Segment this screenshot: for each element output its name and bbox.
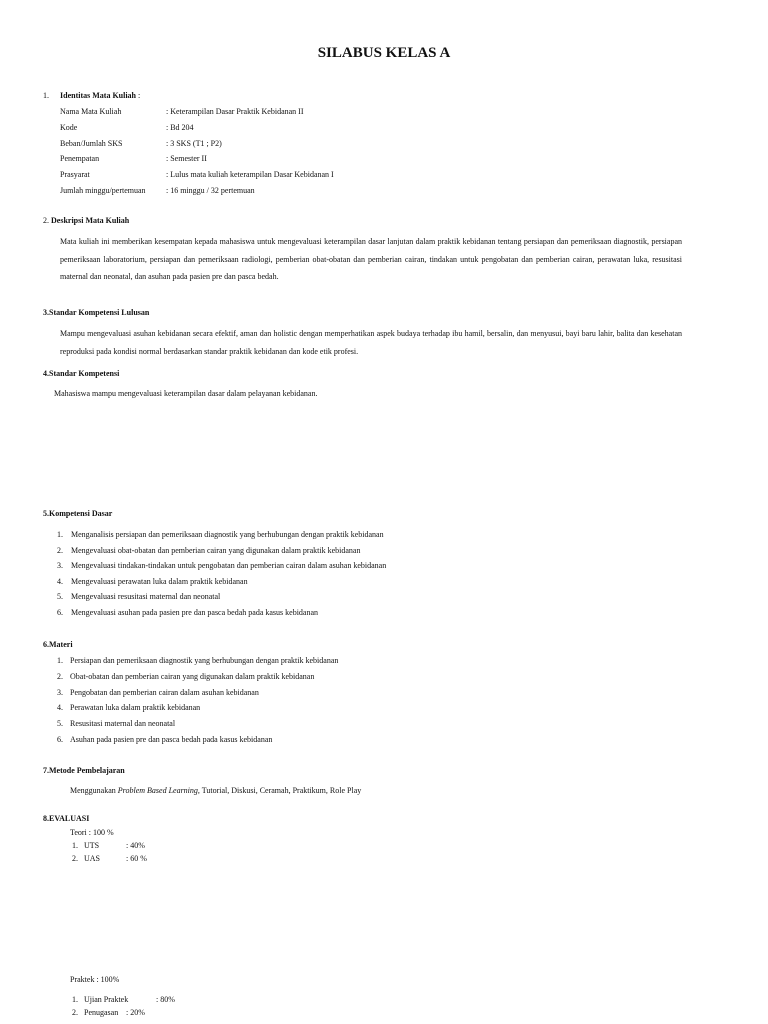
- section-1-number: 1.: [43, 91, 49, 100]
- list-item-number: 3.: [57, 561, 63, 570]
- list-item-number: 5.: [57, 719, 63, 728]
- list-item: Mengevaluasi tindakan-tindakan untuk pengobatan dan pemberian cairan dalam asuhan kebidanan: [71, 561, 387, 570]
- list-item-number: 1.: [57, 530, 63, 539]
- list-item: Mengevaluasi obat-obatan dan pemberian cairan yang digunakan dalam praktik kebidanan: [71, 546, 361, 555]
- identity-value-placement: : Semester II: [166, 154, 207, 163]
- page-title: SILABUS KELAS A: [317, 45, 451, 61]
- identity-label-sks: Beban/Jumlah SKS: [60, 139, 123, 148]
- list-item-number: 4.: [57, 703, 63, 712]
- section-4-heading: 4.Standar Kompetensi: [43, 369, 120, 378]
- list-item-number: 2.: [57, 672, 63, 681]
- list-item-number: 5.: [57, 592, 63, 601]
- section-2-heading-text: Deskripsi Mata Kuliah: [51, 216, 130, 225]
- identity-label-name: Nama Mata Kuliah: [60, 107, 122, 116]
- theory-weight: Teori : 100 %: [70, 828, 114, 837]
- list-item: Mengevaluasi resusitasi maternal dan neonatal: [71, 592, 221, 601]
- list-item-number: 2.: [57, 546, 63, 555]
- identity-value-code: : Bd 204: [166, 123, 194, 132]
- identity-label-placement: Penempatan: [60, 154, 100, 163]
- list-item: Menganalisis persiapan dan pemeriksaan diagnostik yang berhubungan dengan praktik kebidanan: [71, 530, 384, 539]
- list-item-number: 2.: [72, 1008, 78, 1017]
- evaluation-label: Penugasan: [84, 1008, 119, 1017]
- evaluation-label: UTS: [84, 841, 100, 850]
- section-2-heading: [43, 216, 129, 226]
- practice-weight: Praktek : 100%: [70, 975, 120, 984]
- learning-method-prefix: Menggunakan: [70, 786, 118, 795]
- course-description: Mata kuliah ini memberikan kesempatan kepada mahasiswa untuk mengevaluasi keterampilan dasar lanjutan dalam praktik kebidanan tentang persiapan dan pemeriksaan diagnostik, persiapan pemeriksaan laboratorium, persiapan dan pemeriksaan radiologi, pemberian obat-obatan dan pemberian cairan, tindakan untuk pengobatan dan pemberian cairan, perawatan luka, resusitasi maternal dan neonatal, dan asuhan pada pasien pre dan pasca bedah.: [60, 237, 682, 281]
- identity-value-sks: : 3 SKS (T1 ; P2): [166, 139, 222, 148]
- graduate-competency-text: Mampu mengevaluasi asuhan kebidanan secara efektif, aman dan holistic dengan memperhatikan aspek budaya terhadap ibu hamil, bersalin, dan menyusui, bayi baru lahir, balita dan kesehatan reproduksi pada kondisi normal berdasarkan standar praktik kebidanan dan kode etik profesi.: [60, 329, 682, 356]
- identity-label-weeks: Jumlah minggu/pertemuan: [60, 186, 146, 195]
- section-1-heading-text: Identitas Mata Kuliah: [60, 91, 137, 100]
- section-3-heading: 3.Standar Kompetensi Lulusan: [43, 308, 150, 317]
- list-item-number: 4.: [57, 577, 63, 586]
- evaluation-value: : 80%: [156, 995, 175, 1004]
- evaluation-value: : 60 %: [126, 854, 147, 863]
- section-1-heading: [60, 91, 140, 101]
- evaluation-value: : 40%: [126, 841, 145, 850]
- learning-method-suffix: , Tutorial, Diskusi, Ceramah, Praktikum, Role Play: [197, 786, 362, 795]
- identity-value-name: : Keterampilan Dasar Praktik Kebidanan II: [166, 107, 304, 116]
- list-item: Mengevaluasi perawatan luka dalam praktik kebidanan: [71, 577, 248, 586]
- list-item-number: 6.: [57, 608, 63, 617]
- list-item: Mengevaluasi asuhan pada pasien pre dan pasca bedah pada kasus kebidanan: [71, 608, 319, 617]
- section-8-heading: 8.EVALUASI: [43, 814, 90, 823]
- list-item-number: 1.: [72, 841, 78, 850]
- learning-method-italic: Problem Based Learning: [117, 786, 198, 795]
- identity-value-weeks: : 16 minggu / 32 pertemuan: [166, 186, 255, 195]
- list-item: Perawatan luka dalam praktik kebidanan: [70, 703, 201, 712]
- competency-standard-text: Mahasiswa mampu mengevaluasi keterampilan dasar dalam pelayanan kebidanan.: [54, 389, 318, 398]
- section-2-number: 2.: [43, 216, 49, 225]
- list-item: Pengobatan dan pemberian cairan dalam asuhan kebidanan: [70, 688, 259, 697]
- evaluation-label: Ujian Praktek: [84, 995, 129, 1004]
- evaluation-value: : 20%: [126, 1008, 145, 1017]
- list-item: Resusitasi maternal dan neonatal: [70, 719, 176, 728]
- identity-label-prerequisite: Prasyarat: [60, 170, 90, 179]
- evaluation-label: UAS: [84, 854, 101, 863]
- list-item: Obat-obatan dan pemberian cairan yang digunakan dalam praktik kebidanan: [70, 672, 315, 681]
- section-1-heading-colon: :: [136, 91, 141, 100]
- list-item-number: 1.: [57, 656, 63, 665]
- section-5-heading: 5.Kompetensi Dasar: [43, 509, 113, 518]
- list-item: Persiapan dan pemeriksaan diagnostik yang berhubungan dengan praktik kebidanan: [70, 656, 339, 665]
- identity-label-code: Kode: [60, 123, 78, 132]
- learning-method-text: [70, 786, 361, 796]
- list-item-number: 2.: [72, 854, 78, 863]
- list-item-number: 6.: [57, 735, 63, 744]
- list-item-number: 3.: [57, 688, 63, 697]
- section-7-heading: 7.Metode Pembelajaran: [43, 766, 125, 775]
- list-item-number: 1.: [72, 995, 78, 1004]
- list-item: Asuhan pada pasien pre dan pasca bedah pada kasus kebidanan: [70, 735, 273, 744]
- identity-value-prerequisite: : Lulus mata kuliah keterampilan Dasar Kebidanan I: [166, 170, 334, 179]
- section-6-heading: 6.Materi: [43, 640, 73, 649]
